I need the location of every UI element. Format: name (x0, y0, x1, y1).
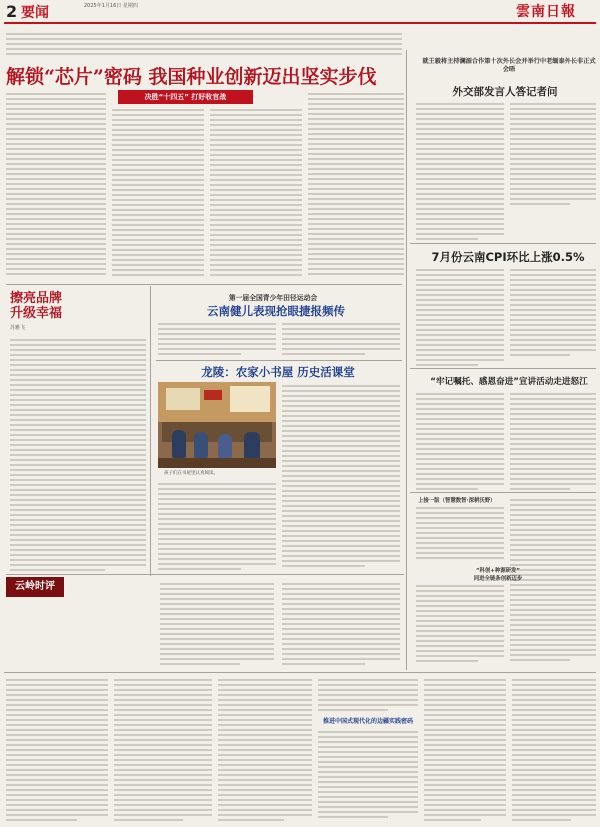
comment-col-1 (160, 580, 274, 670)
lead-article-col-4 (308, 90, 404, 280)
feature-body (10, 336, 146, 572)
lead-article-col-3 (210, 106, 302, 280)
right-article-kicker: 就王毅将主持澜湄合作第十次外长会并举行中老缅泰外长非正式会晤 (422, 58, 596, 73)
feature-header (10, 291, 120, 331)
divider (150, 286, 151, 576)
bottom-col-5 (424, 676, 506, 822)
feature-title: 擦亮品牌 (10, 291, 63, 306)
youth-games-headline: 云南健儿表现抢眼捷报频传 (207, 304, 345, 318)
continued-col-1 (416, 504, 504, 562)
lead-article-col-2 (112, 106, 204, 280)
masthead-logo: 雲南日報 (516, 4, 576, 20)
cpi-col-1 (416, 266, 504, 366)
divider (410, 492, 596, 493)
divider (410, 243, 596, 244)
right-article-headline: 外交部发言人答记者问 (452, 86, 558, 98)
divider (406, 50, 407, 670)
bottom-col-1 (6, 676, 108, 822)
divider (6, 574, 404, 575)
cpi-col-2 (510, 266, 596, 366)
date-line: 2025年1月16日 星期四 (84, 3, 138, 9)
bottom-mini-heading: 推进中国式现代化的边疆实践密码 (322, 718, 413, 725)
red-band-kicker: 决胜“十四五” 打好收官战 (118, 90, 253, 104)
continued-subheading-text: “科创+种源研发” 同进全链条创新迈步 (473, 568, 523, 582)
continued-subheading (424, 566, 572, 582)
page-number: 2 (6, 2, 18, 21)
comment-col-2 (282, 580, 400, 670)
lead-article-col-1 (6, 90, 106, 280)
youth-games-kicker: 第一届全国青少年田径运动会 (228, 294, 318, 302)
page-header (0, 0, 600, 30)
section-name: 要闻 (21, 5, 49, 21)
divider (410, 368, 596, 369)
header-rule (4, 22, 596, 24)
longling-col-left (158, 480, 276, 570)
youth-col-2 (282, 320, 400, 358)
bottom-col-4-top (318, 676, 418, 712)
yunling-comment-label: 云岭时评 (6, 577, 64, 597)
intro-text-block (6, 30, 402, 58)
continued-heading: 上接一版（智慧数智·深耕沃野） (418, 498, 496, 504)
youth-col-1 (158, 320, 276, 358)
feature-author: 苏雅飞 (10, 325, 26, 331)
bottom-col-6 (512, 676, 596, 822)
feature-subtitle: 升级幸福 (10, 306, 63, 321)
divider (6, 284, 402, 285)
bottom-col-2 (114, 676, 212, 822)
slogan-col-1 (416, 390, 504, 490)
divider (4, 672, 596, 673)
longling-col-right (282, 382, 400, 570)
cpi-headline: 7月份云南CPI环比上涨0.5% (431, 250, 585, 264)
continued-col-3 (416, 582, 504, 666)
right-article-col-2 (510, 100, 596, 240)
photo-caption: 孩子们在书屋里认真阅读。 (164, 471, 218, 476)
bottom-col-4 (318, 728, 418, 822)
bottom-col-3 (218, 676, 312, 822)
slogan-headline: “牢记嘱托、感恩奋进”宣讲活动走进怒江 (430, 377, 588, 387)
divider (156, 360, 402, 361)
main-headline: 解锁“芯片”密码 我国种业创新迈出坚实步伐 (6, 66, 377, 88)
reading-room-photo (158, 382, 276, 468)
right-article-col-1 (416, 100, 504, 240)
longling-headline: 龙陵：农家小书屋 历史活课堂 (201, 365, 355, 379)
slogan-col-2 (510, 390, 596, 490)
